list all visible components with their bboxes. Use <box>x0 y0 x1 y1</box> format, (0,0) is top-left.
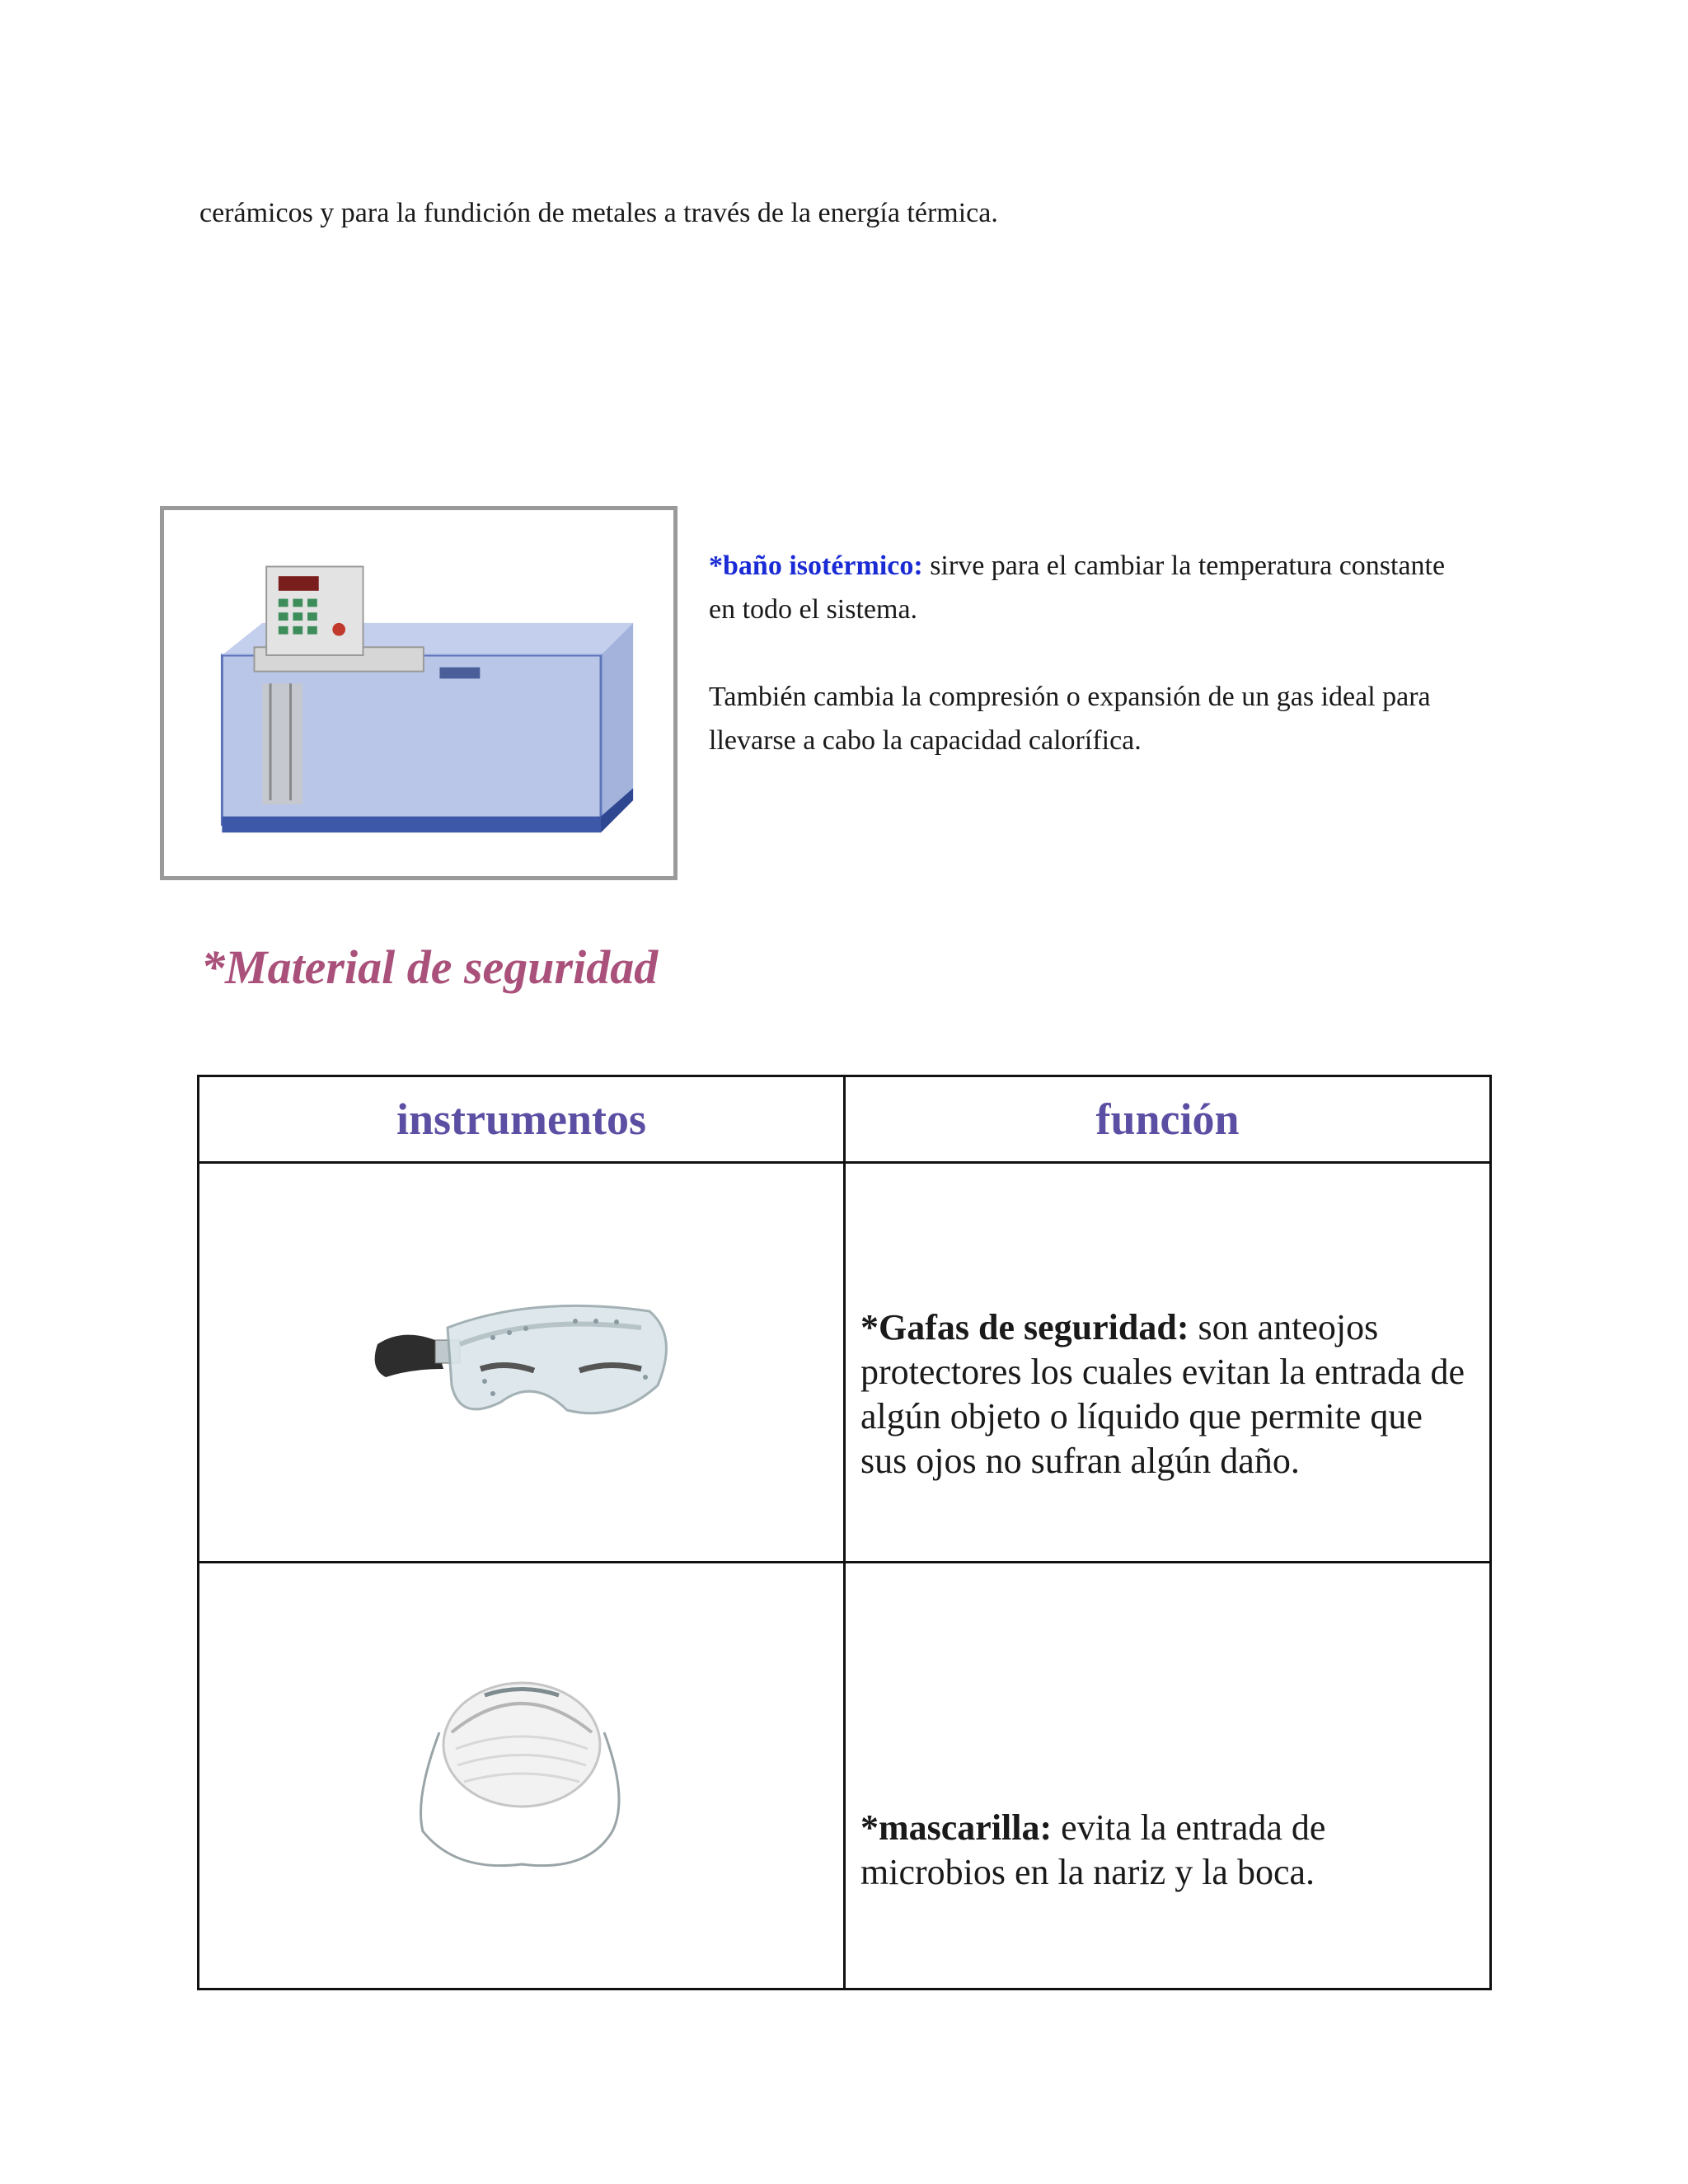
isothermal-bath-image <box>160 506 678 880</box>
safety-goggles-icon <box>369 1278 674 1443</box>
safety-material-table <box>197 1075 1492 1990</box>
bath-paragraph-2: También cambia la compresión o expansión de un gas ideal para llevarse a cabo la capacidad calorífica. <box>709 682 1431 756</box>
intro-paragraph: cerámicos y para la fundición de metales a través de la energía térmica. <box>199 198 998 228</box>
goggles-image-cell <box>199 1163 845 1563</box>
bath-text-1: sirve para el cambiar la temperatura constante en todo el sistema. <box>709 551 1446 625</box>
mask-text: evita la entrada de microbios en la nariz y la boca. <box>860 1807 1326 1892</box>
header-instrumentos: instrumentos <box>199 1076 845 1163</box>
header-funcion: función <box>845 1076 1491 1163</box>
mask-description <box>845 1563 1491 1990</box>
isothermal-bath-description <box>709 544 1451 762</box>
table-row <box>199 1563 1491 1990</box>
table-header-row <box>199 1076 1491 1163</box>
goggles-text: son anteojos protectores los cuales evitan la entrada de algún objeto o líquido que permite que sus ojos no sufran algún daño. <box>860 1307 1465 1481</box>
table-row <box>199 1163 1491 1563</box>
section-title: *Material de seguridad <box>201 940 659 994</box>
mask-image-cell <box>199 1563 845 1990</box>
dust-mask-icon <box>406 1666 637 1881</box>
mask-lead: *mascarilla: <box>860 1807 1053 1848</box>
bath-paragraph-1 <box>709 544 1451 631</box>
bath-lead: *baño isotérmico: <box>709 551 923 581</box>
goggles-lead: *Gafas de seguridad: <box>860 1307 1189 1347</box>
isothermal-bath-icon <box>164 510 673 876</box>
goggles-description <box>845 1163 1491 1563</box>
